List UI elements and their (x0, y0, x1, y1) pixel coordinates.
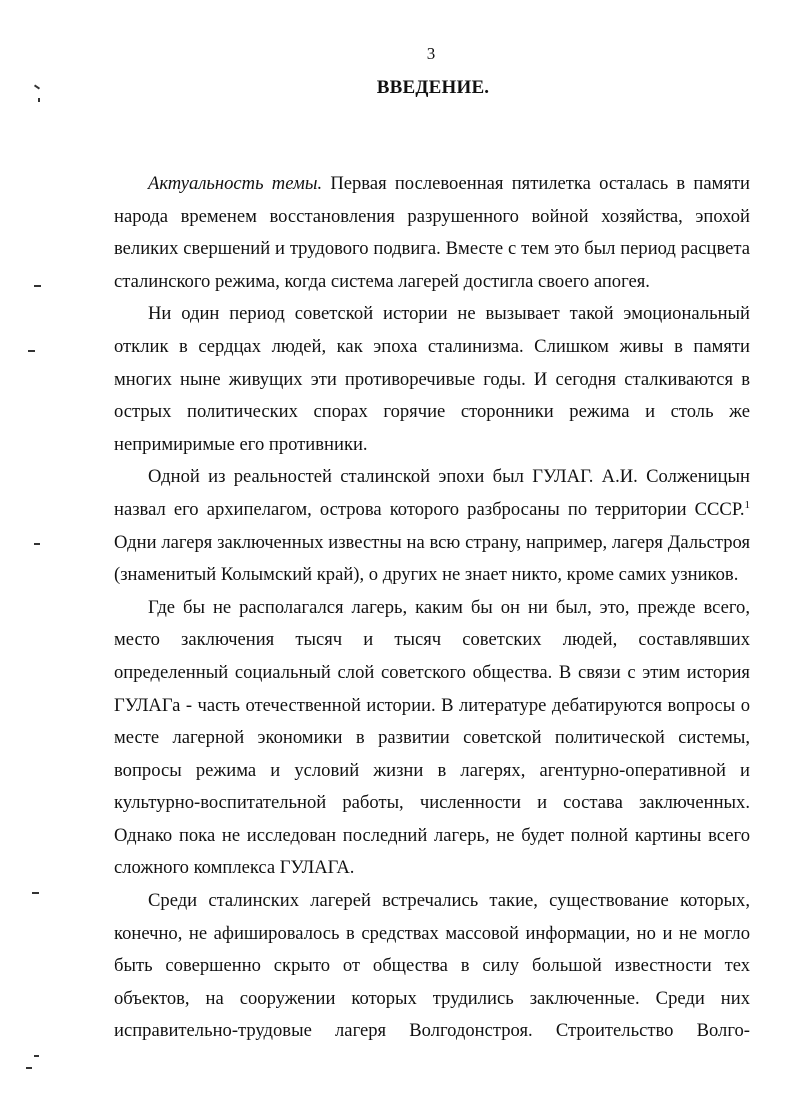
page-title: ВВЕДЕНИЕ. (376, 77, 490, 98)
paragraph-text: Первая послевоенная пятилетка осталась в памяти народа временем восстановления разрушенного войной хозяйства, эпохой великих свершений и трудового подвига. Вместе с тем это был период расцвета сталинского режима, когда система лагерей достигла своего апогея. (114, 173, 751, 292)
page-number: 3 (426, 44, 436, 63)
scan-mark (38, 98, 40, 102)
scan-mark (28, 350, 35, 352)
paragraph-gulag (114, 461, 750, 591)
paragraph-text: Среди сталинских лагерей встречались такие, существование которых, конечно, не афишировалось в средствах массовой информации, но и не могло быть совершенно скрыто от общества в силу большой известности тех объектов, на сооружении которых трудились заключенные. Среди них исправительно-трудовые лагеря Волгодонстроя. Строительство Волго- (114, 890, 750, 1042)
paragraph-camp (114, 592, 750, 885)
paragraph-text: Одной из реальностей сталинской эпохи был ГУЛАГ. А.И. Солженицын назвал его архипелагом, острова которого разбросаны по территории СССР. (114, 466, 750, 520)
scan-mark (34, 543, 40, 545)
body-text (114, 168, 750, 1048)
scan-mark (32, 892, 39, 894)
paragraph-text: Где бы не располагался лагерь, каким бы он ни был, это, прежде всего, место заключения тысяч и тысяч советских людей, составлявших определенный социальный слой советского общества. В связи с этим история ГУЛАГа - часть отечественной истории. В литературе дебатируются вопросы о месте лагерной экономики в развитии советской политической системы, вопросы режима и условий жизни в лагерях, агентурно-оперативной и культурно-воспитательной работы, численности и состава заключенных. Однако пока не исследован последний лагерь, не будет полной картины всего сложного комплекса ГУЛАГА. (114, 596, 750, 879)
paragraph-volgodonstroy (114, 885, 750, 1048)
footnote-marker: 1 (744, 498, 750, 511)
paragraph-text: Одни лагеря заключенных известны на всю страну, например, лагеря Дальстроя (знаменитый Колымский край), о других не знает никто, кроме самих узников. (114, 531, 750, 586)
scan-mark (26, 1067, 32, 1069)
paragraph-text: Ни один период советской истории не вызывает такой эмоциональный отклик в сердцах людей, как эпоха сталинизма. Слишком живы в памяти многих ныне живущих эти противоречивые годы. И сегодня сталкиваются в острых политических спорах горячие сторонники режима и столь же непримиримые его противники. (114, 303, 750, 455)
scan-mark (34, 285, 41, 287)
scan-mark (34, 1055, 39, 1057)
paragraph-stalinism (114, 298, 750, 461)
paragraph-relevance (114, 168, 750, 298)
relevance-lead: Актуальность темы. (148, 173, 323, 194)
